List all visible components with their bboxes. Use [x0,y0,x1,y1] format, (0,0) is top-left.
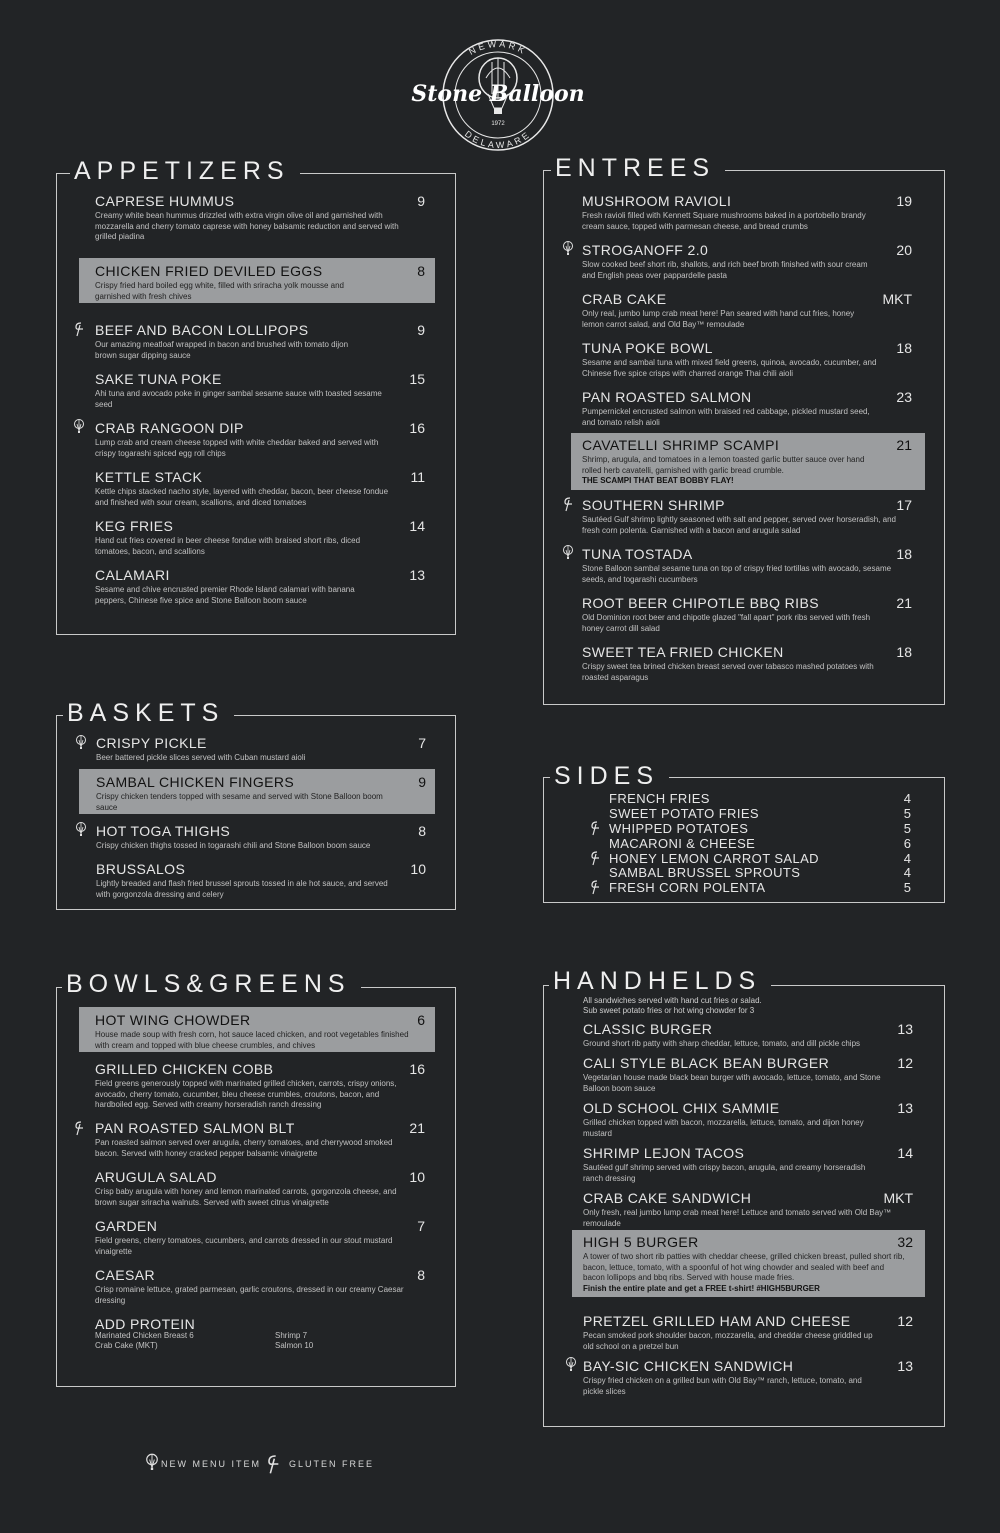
protein-option: Crab Cake (MKT) [95,1341,158,1350]
legend-gluten-free: GLUTEN FREE [289,1459,375,1469]
gluten-free-icon [562,496,574,512]
side-item: FRESH CORN POLENTA [609,880,766,895]
menu-item: SAKE TUNA POKE Ahi tuna and avocado poke in ginger sambal sesame sauce with toasted sesame seed 15 [95,371,425,409]
menu-item: CALAMARI Sesame and chive encrusted premier Rhode Island calamari with banana peppers, Chinese five spice and Stone Balloon boom sauce 13 [95,567,425,605]
stone-balloon-logo [410,38,586,152]
side-price: 6 [903,836,911,851]
gluten-free-icon [589,820,601,836]
add-protein: ADD PROTEIN [95,1316,196,1332]
menu-item: TUNA POKE BOWL Sesame and sambal tuna with mixed field greens, quinoa, avocado, cucumber, and Chinese five spice crisps with charred orange Thai chili aioli 18 [582,340,912,378]
menu-item: BAY-SIC CHICKEN SANDWICH Crispy fried chicken on a grilled bun with Old Bay™ ranch, lettuce, tomato, and pickle slices 13 [583,1358,913,1396]
new-item-balloon-icon [75,735,87,751]
new-item-balloon-icon [562,241,574,257]
menu-item: KEG FRIES Hand cut fries covered in beer cheese fondue with braised short ribs, diced tomatoes, bacon, and scallions 14 [95,518,425,556]
menu-item: SWEET TEA FRIED CHICKEN Crispy sweet tea brined chicken breast served over tabasco mashed potatoes with roasted asparagus 18 [582,644,912,682]
gluten-free-icon [73,1120,85,1136]
side-price: 5 [903,821,911,836]
menu-item: PRETZEL GRILLED HAM AND CHEESE Pecan smoked pork shoulder bacon, mozzarella, and cheddar cheese griddled up old school on a pretzel bun 12 [583,1313,913,1351]
menu-item: SOUTHERN SHRIMP Sautéed Gulf shrimp lightly seasoned with salt and pepper, served over horseradish, and fresh corn polenta. Garnished with a bacon and arugula salad 17 [582,497,912,535]
menu-item: BRUSSALOS Lightly breaded and flash fried brussel sprouts tossed in ale hot sauce, and served with gorgonzola dressing and celery 10 [96,861,426,899]
appetizers-title: APPETIZERS [70,156,300,186]
new-item-balloon-icon [145,1453,159,1473]
handhelds-intro: All sandwiches served with hand cut fries or salad. [583,996,762,1005]
menu-item: SHRIMP LEJON TACOS Sautéed gulf shrimp served with crispy bacon, arugula, and creamy horseradish ranch dressing 14 [583,1145,913,1183]
menu-item: CRAB CAKE SANDWICH Only fresh, real jumbo lump crab meat here! Lettuce and tomato served with Old Bay™ remoulade MKT [583,1190,913,1228]
new-item-balloon-icon [75,822,87,838]
protein-option: Marinated Chicken Breast 6 [95,1331,194,1340]
menu-item-featured: HOT WING CHOWDER House made soup with fresh corn, hot sauce laced chicken, and root vegetables finished with cream and topped with blue cheese crumbles, and chives 6 [95,1012,425,1050]
menu-item-featured: CAVATELLI SHRIMP SCAMPI Shrimp, arugula, and tomatoes in a lemon toasted garlic butter sauce over hand rolled herb cavatelli, garnished with garlic bread crumble. THE SCAMPI THAT BEAT BOBBY FLAY! 21 [582,437,912,485]
new-item-balloon-icon [565,1357,577,1373]
menu-item: BEEF AND BACON LOLLIPOPS Our amazing meatloaf wrapped in bacon and brushed with tomato dijon brown sugar dipping sauce 9 [95,322,425,360]
svg-text:NEWARK: NEWARK [467,38,529,57]
side-item: HONEY LEMON CARROT SALAD [609,851,819,866]
new-item-balloon-icon [562,545,574,561]
side-item: FRENCH FRIES [609,791,710,806]
handhelds-title: HANDHELDS [549,966,771,996]
menu-item-featured: HIGH 5 BURGER A tower of two short rib patties with cheddar cheese, grilled chicken breast, pulled short rib, bacon, lettuce, tomato, with a spoonful of hot wing chowder and sealed with beef and bacon lollipops and bbq ribs. Served with house made fries. Finish the entire plate and get a FREE t-shirt! #HIGH5BURGER 32 [583,1234,913,1293]
menu-item: CRISPY PICKLE Beer battered pickle slices served with Cuban mustard aioli 7 [96,735,426,762]
menu-item: GRILLED CHICKEN COBB Field greens generously topped with marinated grilled chicken, carrots, crispy onions, avocado, cherry tomato, cucumber, bleu cheese crumbles, croutons, bacon, and hardboiled egg. Served with creamy horseradish ranch dressing 16 [95,1061,425,1109]
gluten-free-icon [589,850,601,866]
side-price: 4 [903,851,911,866]
handhelds-intro: Sub sweet potato fries or hot wing chowder for 3 [583,1006,755,1015]
menu-item: CALI STYLE BLACK BEAN BURGER Vegetarian house made black bean burger with avocado, lettuce, tomato, and Stone Balloon boom sauce 12 [583,1055,913,1093]
side-item: MACARONI & CHEESE [609,836,756,851]
gluten-free-icon [589,879,601,895]
menu-item: PAN ROASTED SALMON BLT Pan roasted salmon served over arugula, cherry tomatoes, and cherrywood smoked bacon. Served with honey cracked pepper balsamic vinaigrette 21 [95,1120,425,1158]
baskets-title: BASKETS [63,698,234,728]
svg-text:DELAWARE: DELAWARE [462,128,534,151]
menu-item: STROGANOFF 2.0 Slow cooked beef short rib, shallots, and rich beef broth finished with sour cream and English peas over pappardelle pasta 20 [582,242,912,280]
side-item: SWEET POTATO FRIES [609,806,759,821]
menu-item: CRAB CAKE Only real, jumbo lump crab meat here! Pan seared with hand cut fries, honey lemon carrot salad, and Old Bay™ remoulade MKT [582,291,912,329]
menu-item-featured: SAMBAL CHICKEN FINGERS Crispy chicken tenders topped with sesame and served with Stone Balloon boom sauce 9 [96,774,426,812]
side-item: SAMBAL BRUSSEL SPROUTS [609,865,801,880]
side-price: 5 [903,806,911,821]
menu-item-featured: CHICKEN FRIED DEVILED EGGS Crispy fried hard boiled egg white, filled with sriracha yolk mousse and garnished with fresh chives 8 [95,263,425,301]
svg-text:Stone Balloon: Stone Balloon [411,81,585,107]
menu-item: MUSHROOM RAVIOLI Fresh ravioli filled with Kennett Square mushrooms baked in a portobello brandy cream sauce, topped with parmesan cheese, and bread crumbs 19 [582,193,912,231]
menu-item: CRAB RANGOON DIP Lump crab and cream cheese topped with white cheddar baked and served with crispy togarashi spiced egg roll chips 16 [95,420,425,458]
side-item: WHIPPED POTATOES [609,821,749,836]
protein-option: Salmon 10 [275,1341,314,1350]
menu-item: CAESAR Crisp romaine lettuce, grated parmesan, garlic croutons, dressed in our creamy Caesar dressing 8 [95,1267,425,1305]
menu-item: GARDEN Field greens, cherry tomatoes, cucumbers, and carrots dressed in our stout mustard vinaigrette 7 [95,1218,425,1256]
menu-item: KETTLE STACK Kettle chips stacked nacho style, layered with cheddar, bacon, beer cheese fondue and finished with sour cream, scallions, and diced tomatoes 11 [95,469,425,507]
new-item-balloon-icon [73,419,85,435]
menu-item: ROOT BEER CHIPOTLE BBQ RIBS Old Dominion root beer and chipotle glazed "fall apart" pork ribs served with fresh honey carrot dill salad 21 [582,595,912,633]
sides-title: SIDES [550,761,669,791]
gluten-free-icon [73,321,85,337]
side-price: 4 [903,791,911,806]
menu-item: HOT TOGA THIGHS Crispy chicken thighs tossed in togarashi chili and Stone Balloon boom sauce 8 [96,823,426,850]
gluten-free-icon [265,1453,281,1475]
menu-item: OLD SCHOOL CHIX SAMMIE Grilled chicken topped with bacon, mozzarella, lettuce, tomato, and dijon honey mustard 13 [583,1100,913,1138]
bowls-greens-title: BOWLS&GREENS [62,969,361,999]
side-price: 4 [903,865,911,880]
menu-item: CLASSIC BURGER Ground short rib patty with sharp cheddar, lettuce, tomato, and dill pickle chips 13 [583,1021,913,1048]
legend-new-item: NEW MENU ITEM [161,1459,261,1469]
menu-item: PAN ROASTED SALMON Pumpernickel encrusted salmon with braised red cabbage, pickled mustard seed, and tomato relish aioli 23 [582,389,912,427]
protein-option: Shrimp 7 [275,1331,308,1340]
side-price: 5 [903,880,911,895]
menu-item: CAPRESE HUMMUS Creamy white bean hummus drizzled with extra virgin olive oil and garnished with mozzarella and cherry tomato caprese with honey balsamic reduction and served with grilled piadina 9 [95,193,425,241]
menu-item: TUNA TOSTADA Stone Balloon sambal sesame tuna on top of crispy fried tortillas with avocado, sesame seeds, and togarashi cucumbers 18 [582,546,912,584]
menu-item: ARUGULA SALAD Crisp baby arugula with honey and lemon marinated carrots, gorgonzola cheese, and brown sugar sriracha walnuts. Served with sweet citrus vinaigrette 10 [95,1169,425,1207]
svg-text:1972: 1972 [491,121,505,127]
entrees-title: ENTREES [551,153,725,183]
